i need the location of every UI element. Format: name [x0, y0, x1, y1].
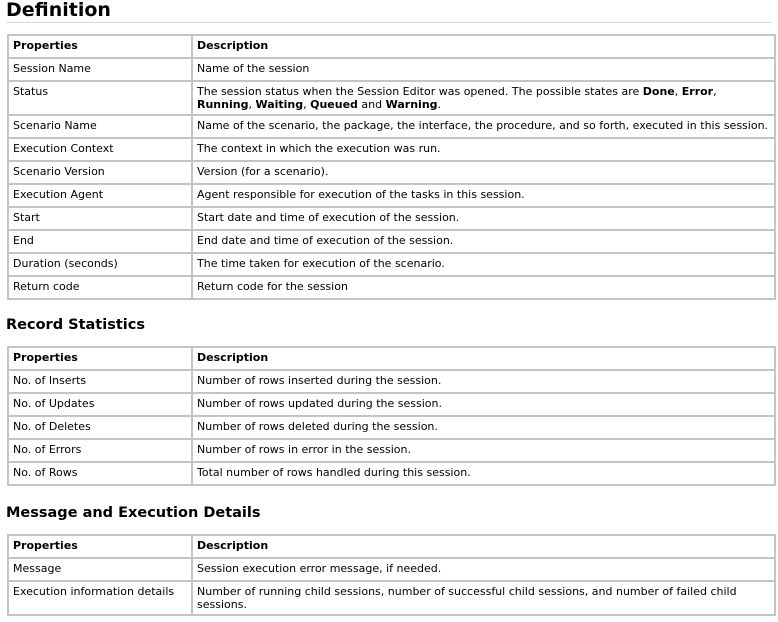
separator: and	[357, 98, 386, 111]
separator: .	[437, 98, 442, 111]
table-row	[8, 253, 775, 276]
description-cell: Agent responsible for execution of the tasks in this session.	[192, 184, 775, 207]
separator: ,	[248, 98, 256, 111]
description-cell: Number of rows updated during the session.	[192, 393, 775, 416]
table-row	[8, 393, 775, 416]
property-cell: Start	[8, 207, 192, 230]
table-row	[8, 161, 775, 184]
description-cell: Number of rows deleted during the session.	[192, 416, 775, 439]
property-cell: No. of Deletes	[8, 416, 192, 439]
property-cell: No. of Rows	[8, 462, 192, 485]
table-row	[8, 58, 775, 81]
table-row	[8, 370, 775, 393]
description-cell: Total number of rows handled during this session.	[192, 462, 775, 485]
description-header: Description	[192, 347, 775, 370]
property-cell: No. of Updates	[8, 393, 192, 416]
state-running: Running	[197, 98, 249, 111]
description-cell: Version (for a scenario).	[192, 161, 775, 184]
table-header-row	[8, 347, 775, 370]
definition-heading: Definition	[6, 0, 111, 21]
property-cell: Execution information details	[8, 581, 192, 615]
description-cell: Return code for the session	[192, 276, 775, 299]
property-cell: Duration (seconds)	[8, 253, 192, 276]
state-done: Done	[642, 85, 675, 98]
property-cell: Execution Agent	[8, 184, 192, 207]
properties-header: Properties	[8, 347, 192, 370]
description-cell: Number of rows in error in the session.	[192, 439, 775, 462]
separator: ,	[303, 98, 311, 111]
record-statistics-table	[7, 346, 776, 486]
property-cell: Status	[8, 81, 192, 115]
description-cell: Name of the session	[192, 58, 775, 81]
message-details-table	[7, 534, 776, 616]
table-header-row	[8, 535, 775, 558]
property-cell: Session Name	[8, 58, 192, 81]
properties-header: Properties	[8, 535, 192, 558]
table-row	[8, 230, 775, 253]
description-header: Description	[192, 35, 775, 58]
table-row	[8, 558, 775, 581]
status-text: The session status when the Session Editor was opened. The possible states are	[197, 85, 643, 98]
table-row	[8, 276, 775, 299]
table-row	[8, 439, 775, 462]
table-row	[8, 462, 775, 485]
description-cell: Number of rows inserted during the session.	[192, 370, 775, 393]
separator: ,	[674, 85, 682, 98]
property-cell: No. of Inserts	[8, 370, 192, 393]
heading-divider	[6, 22, 772, 23]
message-details-heading: Message and Execution Details	[6, 505, 261, 521]
state-waiting: Waiting	[255, 98, 304, 111]
description-cell: Start date and time of execution of the session.	[192, 207, 775, 230]
description-cell: Name of the scenario, the package, the interface, the procedure, and so forth, executed in this session.	[192, 115, 775, 138]
table-row	[8, 207, 775, 230]
property-cell: Scenario Name	[8, 115, 192, 138]
table-row	[8, 138, 775, 161]
table-row	[8, 115, 775, 138]
table-row	[8, 81, 775, 115]
description-cell: The context in which the execution was run.	[192, 138, 775, 161]
definition-table	[7, 34, 776, 300]
description-cell: The time taken for execution of the scenario.	[192, 253, 775, 276]
description-header: Description	[192, 535, 775, 558]
property-cell: Scenario Version	[8, 161, 192, 184]
state-error: Error	[681, 85, 714, 98]
property-cell: Return code	[8, 276, 192, 299]
table-header-row	[8, 35, 775, 58]
table-row	[8, 184, 775, 207]
description-cell: End date and time of execution of the session.	[192, 230, 775, 253]
property-cell: Execution Context	[8, 138, 192, 161]
record-statistics-heading: Record Statistics	[6, 317, 145, 333]
properties-header: Properties	[8, 35, 192, 58]
property-cell: No. of Errors	[8, 439, 192, 462]
state-queued: Queued	[310, 98, 358, 111]
table-row	[8, 416, 775, 439]
state-warning: Warning	[385, 98, 438, 111]
description-cell: Session execution error message, if needed.	[192, 558, 775, 581]
description-cell	[192, 81, 775, 115]
table-row	[8, 581, 775, 615]
description-cell: Number of running child sessions, number of successful child sessions, and number of failed child sessions.	[192, 581, 775, 615]
property-cell: Message	[8, 558, 192, 581]
separator: ,	[713, 85, 717, 98]
property-cell: End	[8, 230, 192, 253]
